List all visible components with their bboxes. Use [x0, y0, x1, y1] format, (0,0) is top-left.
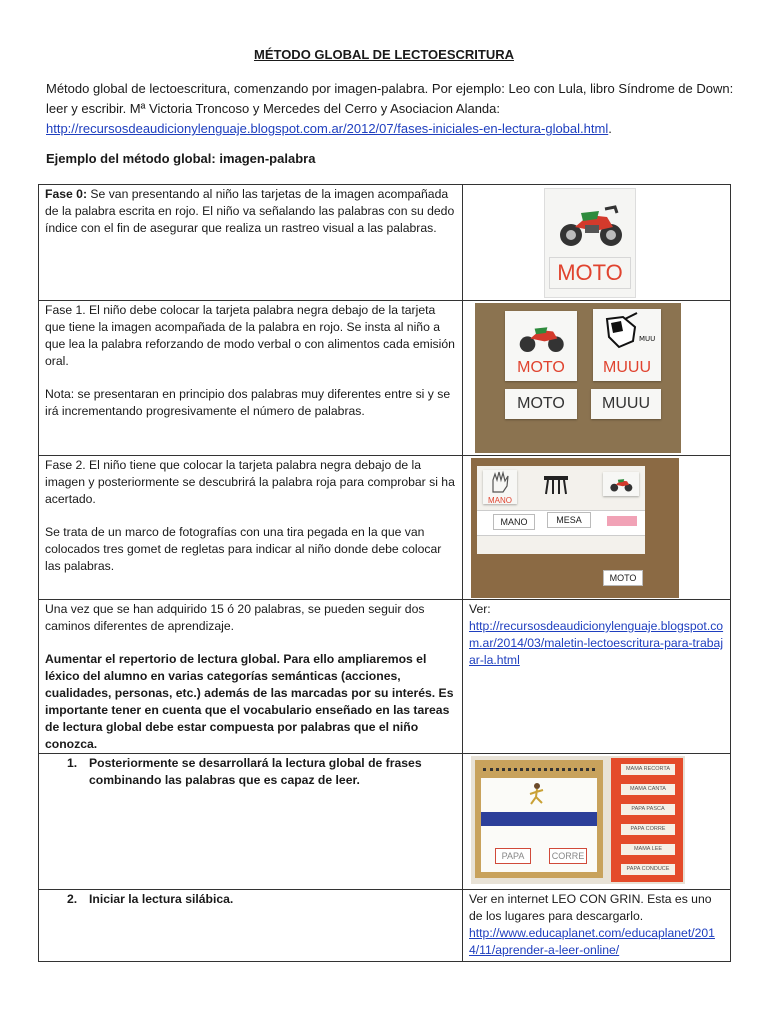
phase1-cell: [39, 301, 463, 456]
motorcycle-icon: [505, 313, 577, 357]
svg-text:MUU: MUU: [639, 335, 656, 343]
hand-card: [483, 470, 517, 504]
phase2-cell: [39, 456, 463, 600]
book-page: [481, 778, 597, 872]
intro-text: Método global de lectoescritura, comenzando por imagen-palabra. Por ejemplo: Leo con Lula, libro Síndrome de Down: leer y escribir. Mª Victoria Troncoso y Mercedes del Cerro y Asociacion Alanda:: [46, 81, 734, 116]
maletin-link[interactable]: http://recursosdeaudicionylenguaje.blogspot.com.ar/2014/03/maletin-lectoescritura-para-trabajar-la.html: [469, 619, 724, 667]
spiral-book: [475, 760, 603, 878]
intro-paragraph: [46, 79, 736, 139]
phases-table: [38, 184, 731, 962]
muuu-black-card: [591, 389, 661, 419]
sentence-strip: PAPA PASCA: [621, 804, 675, 815]
moto-small-card: [603, 472, 639, 496]
pathways-body: Para ello ampliaremos el léxico del alumno en varias categorías semánticas (acciones, cualidades, personas, etc.) además de las marcadas por su interés. Es importante tener en cuenta que el vocabulario enseñado en las tareas de lectura global debe estar compuesta por palabras que el niño conozca.: [45, 652, 454, 751]
pink-sticker: [607, 516, 637, 526]
photos-background: [471, 756, 685, 884]
pathways-text: Una vez que se han adquirido 15 ó 20 palabras, se pueden seguir dos caminos diferentes de aprendizaje.: [45, 602, 425, 633]
table-row: [39, 754, 731, 890]
phase1-text: Fase 1. El niño debe colocar la tarjeta palabra negra debajo de la tarjeta que tiene la imagen acompañada de la palabra en rojo. Se insta al niño a que lea la palabra reforzando de modo verbal o con alimentos cada emisión oral.: [45, 303, 455, 368]
phase0-text: Se van presentando al niño las tarjetas de la imagen acompañada de la palabra escrita en rojo. El niño va señalando las palabras con su dedo índice con el fin de asegurar que realiza un rastreo visual a las palabras.: [45, 187, 455, 235]
phase0-cell: [39, 185, 463, 301]
hand-icon: [483, 470, 517, 494]
educaplanet-link[interactable]: http://www.educaplanet.com/educaplanet/2014/11/aprender-a-leer-online/: [469, 926, 715, 957]
moto-red-word: MOTO: [517, 359, 565, 376]
item-number: 1.: [67, 756, 78, 770]
leo-con-grin-text: Ver en internet LEO CON GRIN. Esta es uno de los lugares para descargarlo.: [469, 892, 712, 923]
pathways-lead: Aumentar el repertorio de lectura global.: [45, 652, 281, 666]
spiral-binding: [483, 768, 595, 777]
motorcycle-icon: [545, 191, 635, 253]
cow-card: [593, 309, 661, 381]
table-row: [39, 185, 731, 301]
phase2-photo: [467, 456, 730, 598]
intro-link[interactable]: http://recursosdeaudicionylenguaje.blogspot.com.ar/2012/07/fases-iniciales-en-lectura-global.html: [46, 121, 609, 136]
phase0-image-cell: [463, 185, 731, 301]
sentences-cell: [39, 754, 463, 890]
mano-red-word: MANO: [488, 496, 512, 505]
moto-card-photo: [467, 185, 730, 299]
table-row: [39, 890, 731, 962]
table-row: [39, 301, 731, 456]
phase2-text: Fase 2. El niño tiene que colocar la tarjeta palabra negra debajo de la imagen y posteriormente se descubrirá la palabra roja para comprobar si ha acertado.: [45, 458, 455, 506]
papa-word: PAPA: [495, 848, 531, 864]
mesa-black-word: MESA: [547, 512, 591, 528]
table-row: [39, 456, 731, 600]
phase2-image-cell: [463, 456, 731, 600]
phase0-label: Fase 0:: [45, 187, 88, 201]
red-sentence-book: [611, 758, 683, 882]
moto-card: [545, 189, 635, 297]
motorcycle-icon: [603, 472, 639, 494]
table-row: [39, 600, 731, 754]
moto-loose-word: MOTO: [603, 570, 643, 586]
moto-card: [505, 311, 577, 381]
pathways-cell: [39, 600, 463, 754]
moto-red-word: MOTO: [549, 257, 631, 289]
sentence-strip: MAMA CANTA: [621, 784, 675, 795]
moto-black-word: MOTO: [517, 395, 565, 412]
example-subheading: Ejemplo del método global: imagen-palabra: [46, 151, 316, 166]
muuu-black-word: MUUU: [602, 395, 650, 412]
sentences-photo: [467, 754, 730, 888]
phase1-image-cell: [463, 301, 731, 456]
see-label: Ver:: [469, 602, 491, 616]
cork-board: [471, 458, 679, 598]
sentence-strip: MAMA RECORTA: [621, 764, 675, 775]
moto-black-card: [505, 389, 577, 419]
wood-table-background: [475, 303, 681, 453]
cow-icon: [593, 311, 661, 357]
syllabic-text: Iniciar la lectura silábica.: [89, 892, 234, 906]
pathways-links-cell: [463, 600, 731, 754]
sentence-strip: PAPA CORRE: [621, 824, 675, 835]
document-title: MÉTODO GLOBAL DE LECTOESCRITURA: [253, 47, 514, 62]
syllabic-links-cell: [463, 890, 731, 962]
mano-black-word: MANO: [493, 514, 535, 530]
phase1-note: Nota: se presentaran en principio dos palabras muy diferentes entre si y se irá incrementando progresivamente el número de palabras.: [45, 387, 451, 418]
table-icon: [541, 472, 571, 498]
photo-frame: [477, 466, 645, 554]
item-number: 2.: [67, 892, 78, 906]
sentences-image-cell: [463, 754, 731, 890]
intro-link-tail: .: [608, 121, 612, 136]
sentence-strip: PAPA CONDUCE: [621, 864, 675, 875]
phase2-note: Se trata de un marco de fotografías con una tira pegada en la que van colocados tres gomet de regletas para indicar al niño donde debe colocar las palabras.: [45, 525, 442, 573]
numbered-item: [45, 755, 457, 789]
running-figure-icon: [527, 782, 547, 808]
syllabic-cell: [39, 890, 463, 962]
blue-band: [481, 812, 597, 826]
numbered-item: [45, 891, 457, 908]
sentence-strip: MAMA LEE: [621, 844, 675, 855]
sentences-text: Posteriormente se desarrollará la lectura global de frases combinando las palabras que es capaz de leer.: [89, 756, 422, 787]
phase1-photo: [467, 301, 730, 454]
muuu-red-word: MUUU: [603, 359, 651, 376]
corre-word: CORRE: [549, 848, 587, 864]
